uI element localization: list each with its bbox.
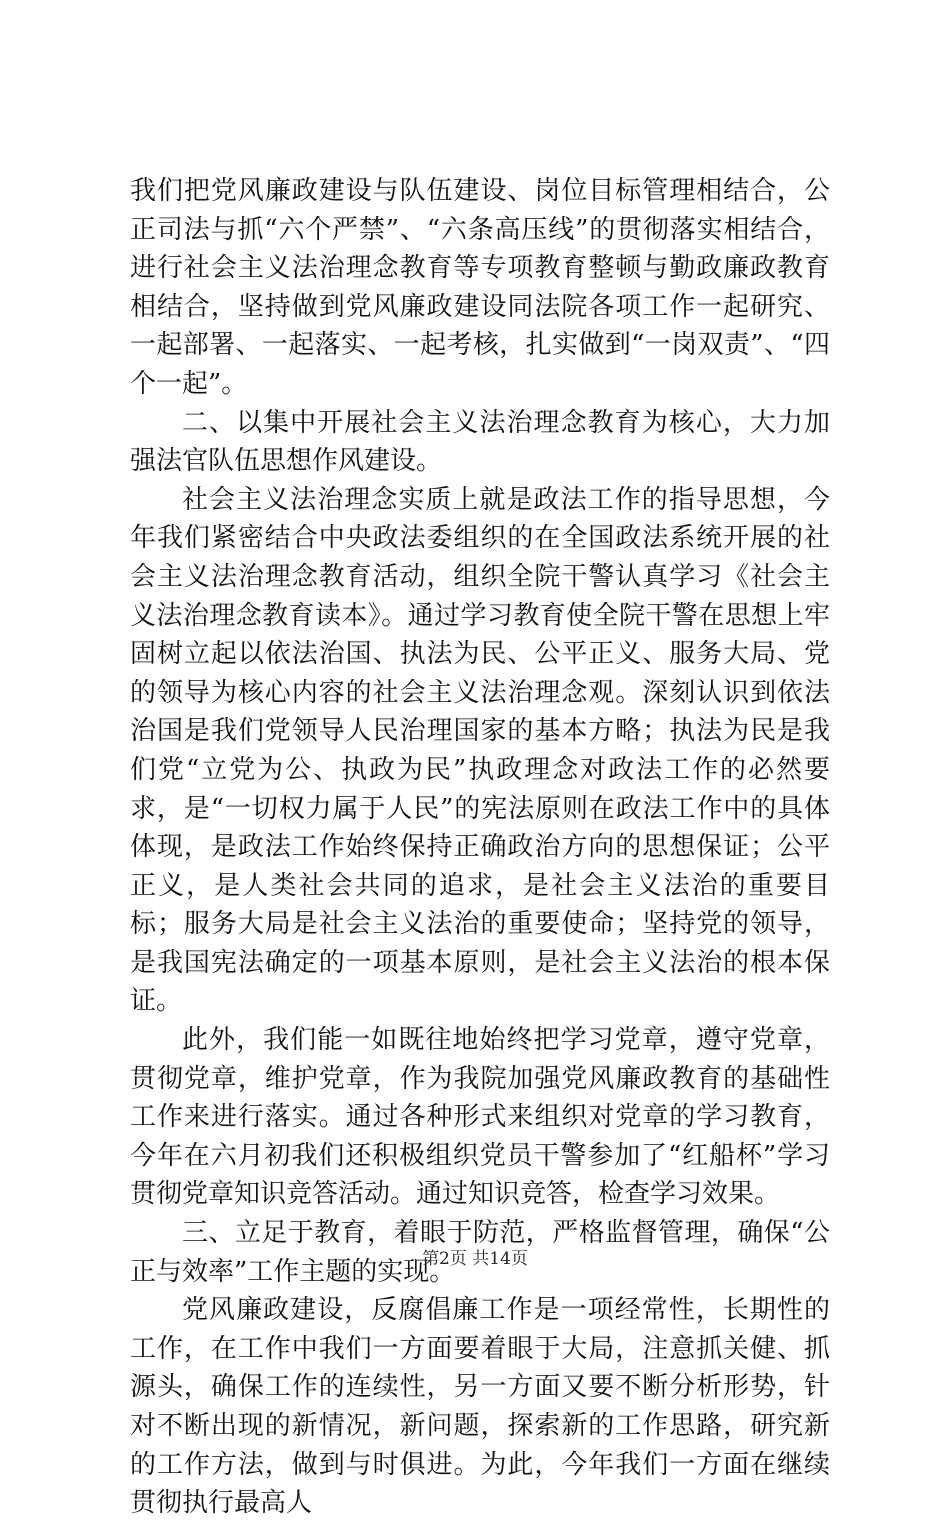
document-body [130, 172, 830, 1523]
paragraph-1: 我们把党风廉政建设与队伍建设、岗位目标管理相结合，公正司法与抓“六个严禁”、“六条高压线”的贯彻落实相结合，进行社会主义法治理念教育等专项教育整顿与勤政廉政教育相结合，坚持做到党风廉政建设同法院各项工作一起研究、一起部署、一起落实、一起考核，扎实做到“一岗双责”、“四个一起”。 [130, 176, 830, 399]
paragraph-6: 党风廉政建设，反腐倡廉工作是一项经常性，长期性的工作，在工作中我们一方面要着眼于大局，注意抓关健、抓源头，确保工作的连续性，另一方面又要不断分析形势，针对不断出现的新情况，新问题，探索新的工作思路，研究新的工作方法，做到与时俱进。为此，今年我们一方面在继续贯彻执行最高人 [130, 1295, 830, 1519]
paragraph-5-heading: 三、立足于教育，着眼于防范，严格监督管理，确保“公正与效率”工作主题的实现。 [130, 1218, 830, 1287]
paragraph-3: 社会主义法治理念实质上就是政法工作的指导思想，今年我们紧密结合中央政法委组织的在全国政法系统开展的社会主义法治理念教育活动，组织全院干警认真学习《社会主义法治理念教育读本》。通过学习教育使全院干警在思想上牢固树立起以依法治国、执法为民、公平正义、服务大局、党的领导为核心内容的社会主义法治理念观。深刻认识到依法治国是我们党领导人民治理国家的基本方略；执法为民是我们党“立党为公、执政为民”执政理念对政法工作的必然要求，是“一切权力属于人民”的宪法原则在政法工作中的具体体现，是政法工作始终保持正确政治方向的思想保证；公平正义，是人类社会共同的追求，是社会主义法治的重要目标；服务大局是社会主义法治的重要使命；坚持党的领导，是我国宪法确定的一项基本原则，是社会主义法治的根本保证。 [130, 484, 830, 1017]
page-number-footer: 第2页 共14页 [422, 1249, 528, 1269]
paragraph-4: 此外，我们能一如既往地始终把学习党章，遵守党章，贯彻党章，维护党章，作为我院加强党风廉政教育的基础性工作来进行落实。通过各种形式来组织对党章的学习教育，今年在六月初我们还积极组织党员干警参加了“红船杯”学习贯彻党章知识竞答活动。通过知识竞答，检查学习效果。 [130, 1025, 830, 1210]
paragraph-2-heading: 二、以集中开展社会主义法治理念教育为核心，大力加强法官队伍思想作风建设。 [130, 407, 830, 477]
